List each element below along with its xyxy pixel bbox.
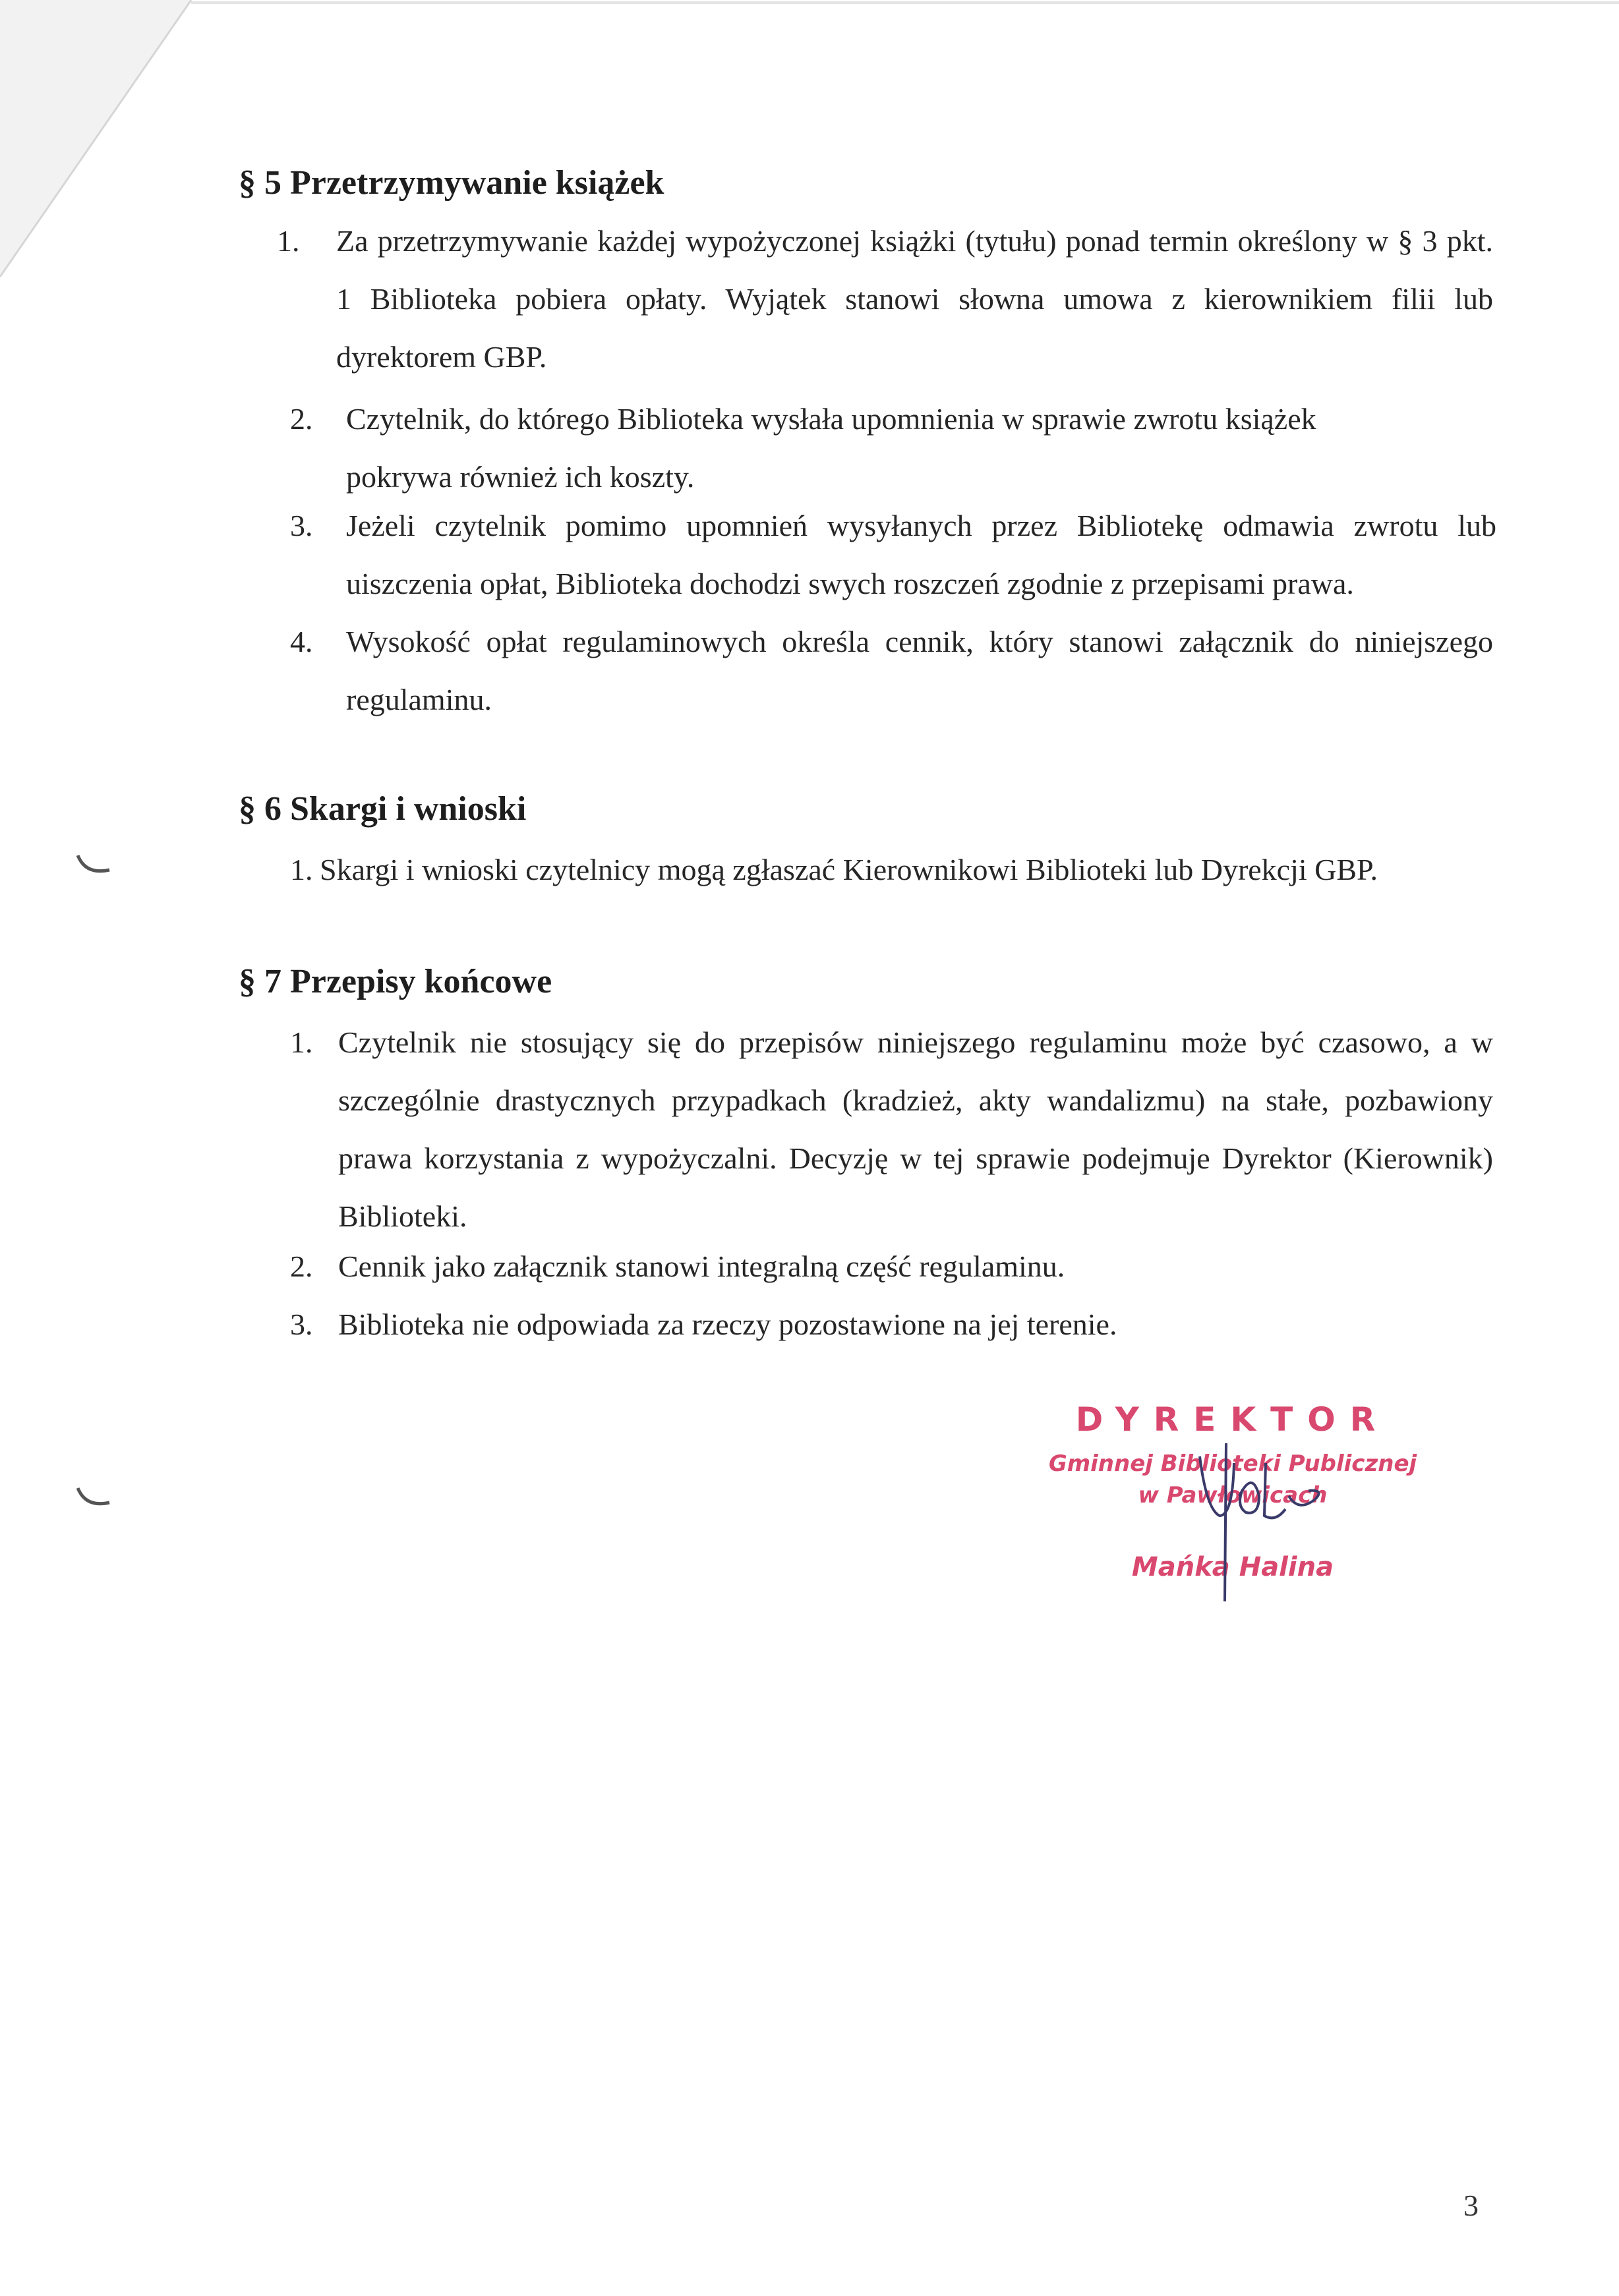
list-item [277, 212, 1493, 386]
list-item [290, 390, 1417, 506]
punch-hole-mark [73, 844, 119, 883]
section-heading: § 5 Przetrzymywanie książek [239, 164, 664, 202]
list-item [290, 1238, 1477, 1296]
handwritten-signature [1160, 1417, 1332, 1615]
list-item [290, 841, 1496, 899]
item-text: Skargi i wnioski czytelnicy mogą zgłaszać Kierownikowi Biblioteki lub Dyrekcji GBP. [320, 853, 1378, 886]
item-number: 1. [290, 853, 313, 886]
item-number: 1. [290, 1025, 313, 1059]
item-text: Cennik jako załącznik stanowi integralną część regulaminu. [338, 1249, 1065, 1283]
item-number: 2. [290, 1249, 313, 1283]
item-text: Czytelnik, do którego Biblioteka wysłała upomnienia w sprawie zwrotu książek pokrywa również ich koszty. [346, 402, 1316, 494]
punch-hole-mark [73, 1476, 119, 1516]
list-item [290, 497, 1496, 613]
item-text: Czytelnik nie stosujący się do przepisów niniejszego regulaminu może być czasowo, a w szczególnie drastycznych przypadkach (kradzież, akty wandalizmu) na stałe, pozbawiony prawa korzystania z wypożyczalni. Decyzję w tej sprawie podejmuje Dyrektor (Kierownik) Biblioteki. [338, 1025, 1493, 1233]
list-item [290, 613, 1493, 729]
item-number: 1. [277, 224, 300, 258]
stamp-place: w Pawłowicach [1138, 1482, 1328, 1508]
stamp-name: Mańka Halina [1131, 1552, 1334, 1582]
list-item [290, 1296, 1477, 1354]
section-heading: § 6 Skargi i wnioski [239, 790, 527, 828]
item-number: 3. [290, 509, 313, 542]
section-heading: § 7 Przepisy końcowe [239, 963, 552, 1000]
list-item [290, 1014, 1493, 1246]
item-text: Jeżeli czytelnik pomimo upomnień wysyłanych przez Bibliotekę odmawia zwrotu lub uiszczenia opłat, Biblioteka dochodzi swych roszczeń zgodnie z przepisami prawa. [346, 509, 1496, 600]
stamp-organization: Gminnej Biblioteki Publicznej [1048, 1450, 1417, 1477]
item-text: Za przetrzymywanie każdej wypożyczonej książki (tytułu) ponad termin określony w § 3 pkt. 1 Biblioteka pobiera opłaty. Wyjątek stanowi słowna umowa z kierownikiem filii lub dyrektorem GBP. [336, 224, 1493, 374]
stamp-title: DYREKTOR [1075, 1400, 1390, 1439]
item-number: 2. [290, 402, 313, 436]
item-number: 4. [290, 625, 313, 658]
item-number: 3. [290, 1307, 313, 1341]
item-text: Wysokość opłat regulaminowych określa cennik, który stanowi załącznik do niniejszego regulaminu. [346, 625, 1493, 716]
page-number: 3 [1463, 2189, 1479, 2222]
item-text: Biblioteka nie odpowiada za rzeczy pozostawione na jej terenie. [338, 1307, 1117, 1341]
